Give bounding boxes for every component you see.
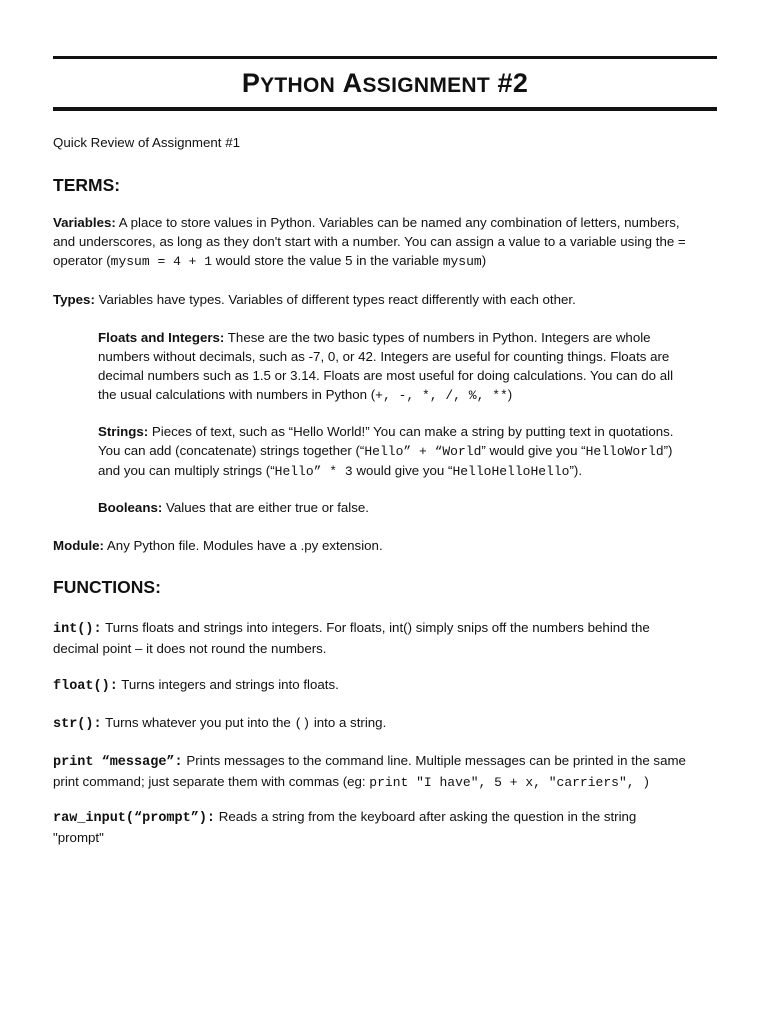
variables-label: Variables: [53,215,116,230]
strings-paragraph [98,422,718,481]
types-label: Types: [53,292,95,307]
title-bottom-rule [53,107,717,111]
floats-line-4b: ) [507,387,513,402]
booleans-label: Booleans: [98,500,163,515]
variables-line-3a: operator ( [53,253,111,268]
print-example-code: print "I have", 5 + x, "carriers", ) [369,775,651,790]
int-line-1: Turns floats and strings into integers. For floats, int() simply snips off the numbers behind the [101,620,650,635]
strings-label: Strings: [98,424,149,439]
title-top-rule [53,56,717,59]
title-number: #2 [497,68,529,98]
strings-multiply-code: Hello” * 3 [274,464,353,479]
title-word-ssignment: SSIGNMENT [362,74,491,97]
variables-code-mysum: mysum [442,254,482,269]
print-label: print “message”: [53,755,183,770]
variables-line-1: A place to store values in Python. Variables can be named any combination of letters, numbers, [115,215,680,230]
str-label: str(): [53,717,102,732]
module-paragraph [53,536,718,555]
strings-line-3a: and you can multiply strings (“ [98,463,275,478]
title-cap-a: A [342,68,363,98]
strings-concat-code: Hello” + “World [364,444,482,459]
strings-line-1: Pieces of text, such as “Hello World!” You can make a string by putting text in quotations. [148,424,674,439]
raw-input-line-2: "prompt" [53,830,104,845]
floats-operators-code: +, -, *, /, %, ** [375,388,508,403]
terms-heading: TERMS: [53,175,121,195]
int-paragraph [53,618,718,658]
str-text-2: into a string. [310,715,387,730]
functions-heading: FUNCTIONS: [53,577,161,597]
module-label: Module: [53,538,104,553]
strings-line-2c: ”) [663,443,673,458]
floats-integers-paragraph [98,328,718,405]
types-paragraph [53,290,718,309]
strings-line-2a: You can add (concatenate) strings together (“ [98,443,365,458]
str-paragraph [53,713,718,734]
page-title [0,68,770,99]
subtitle: Quick Review of Assignment #1 [53,135,240,150]
print-line-2a: print command; just separate them with commas (eg: [53,774,370,789]
title-cap-p: P [241,68,261,98]
booleans-paragraph [98,498,718,517]
variables-paragraph [53,213,718,271]
raw-input-line-1: Reads a string from the keyboard after asking the question in the string [215,809,637,824]
types-text: Variables have types. Variables of different types react differently with each other. [94,292,576,307]
strings-line-2b: ” would give you “ [481,443,586,458]
floats-label: Floats and Integers: [98,330,225,345]
float-label: float(): [53,679,118,694]
floats-line-1: These are the two basic types of numbers in Python. Integers are whole [224,330,651,345]
int-line-2: decimal point – it does not round the numbers. [53,641,327,656]
str-parens-code: () [294,716,311,731]
int-label: int(): [53,622,102,637]
booleans-text: Values that are either true or false. [162,500,369,515]
strings-hellohellohello-code: HelloHelloHello [452,464,570,479]
strings-helloworld-code: HelloWorld [585,444,664,459]
title-word-ython: YTHON [260,74,336,97]
floats-line-4a: the usual calculations with numbers in Python ( [98,387,376,402]
float-paragraph [53,675,718,696]
raw-input-label: raw_input(“prompt”): [53,811,216,826]
floats-line-2: numbers without decimals, such as -7, 0, or 42. Integers are useful for counting things. Floats are [98,349,670,364]
print-paragraph [53,751,718,792]
print-line-1: Prints messages to the command line. Multiple messages can be printed in the same [182,753,686,768]
floats-line-3: decimal numbers such as 1.5 or 3.14. Floats are most useful for doing calculations. You can do all [98,368,674,383]
float-text: Turns integers and strings into floats. [117,677,339,692]
strings-line-3c: ”). [569,463,583,478]
strings-line-3b: would give you “ [352,463,453,478]
module-text: Any Python file. Modules have a .py extension. [103,538,383,553]
variables-line-3b: would store the value 5 in the variable [212,253,443,268]
raw-input-paragraph [53,807,718,847]
variables-line-2: and underscores, as long as they don't start with a number. You can assign a value to a variable using the = [53,234,686,249]
variables-line-3c: ) [481,253,487,268]
variables-code-assign: mysum = 4 + 1 [110,254,213,269]
str-text-1: Turns whatever you put into the [101,715,295,730]
